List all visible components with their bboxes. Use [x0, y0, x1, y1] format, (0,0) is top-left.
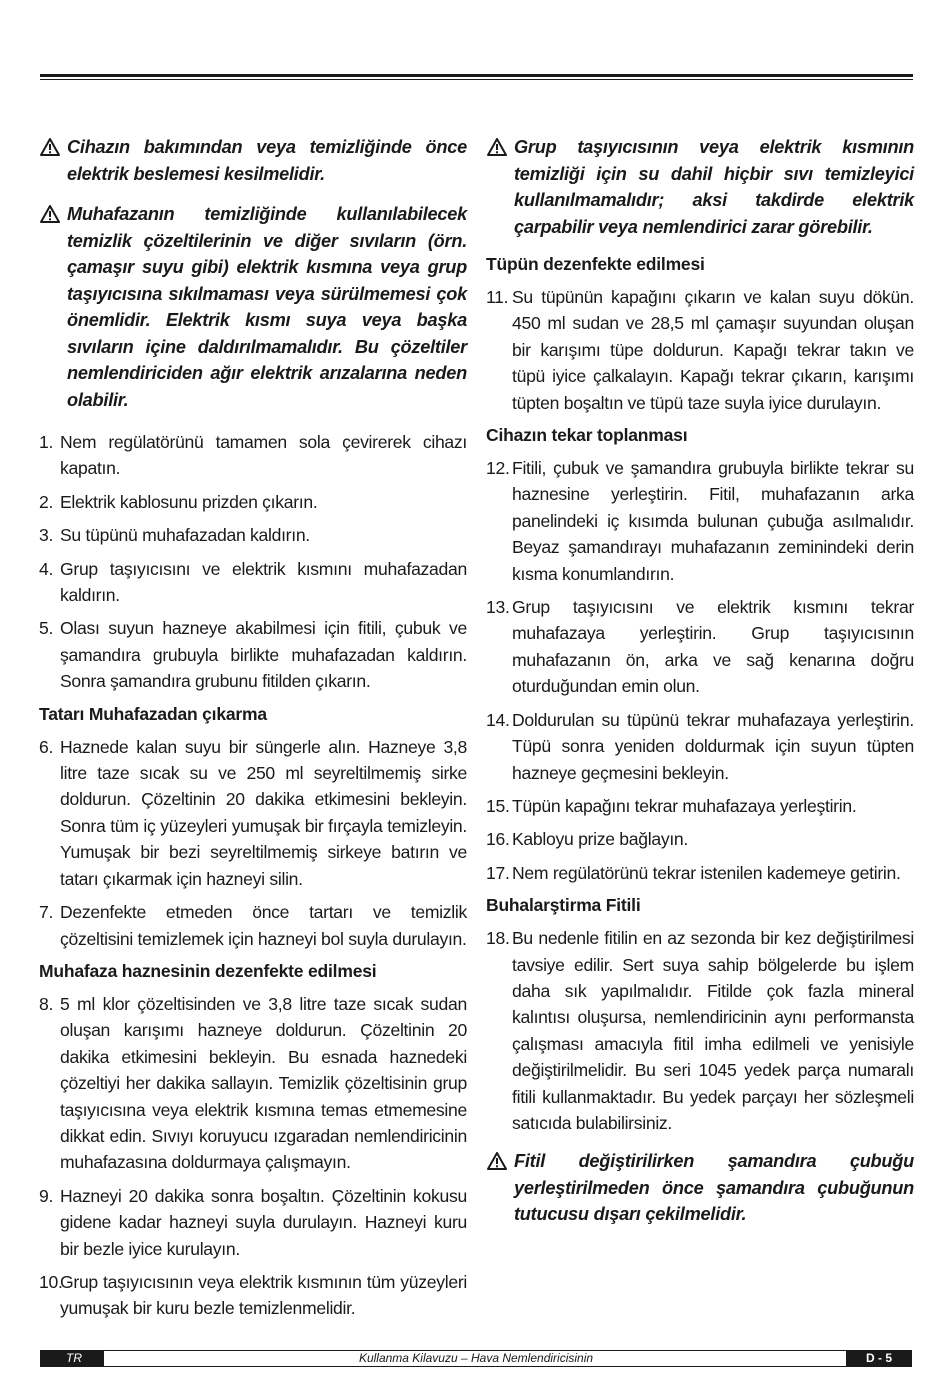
- item-text: Doldurulan su tüpünü tekrar muhafazaya yerleştirin. Tüpü sonra yeniden doldurmak için suyun tüpten hazneye geçmesini bekleyin.: [512, 709, 914, 783]
- list-item: [39, 615, 467, 694]
- item-text: Grup taşıyıcısının veya elektrik kısmının tüm yüzeyleri yumuşak bir kuru bezle temizlenmelidir.: [60, 1271, 467, 1319]
- item-number: 2.: [39, 491, 54, 512]
- list-item: [39, 1269, 467, 1322]
- list-item: [486, 826, 914, 852]
- item-text: Elektrik kablosunu prizden çıkarın.: [60, 491, 318, 512]
- item-text: 5 ml klor çözeltisinden ve 3,8 litre taze sıcak sudan oluşan karışımı hazneye doldurun. Çözeltinin 20 dakika etkimesini bekleyin. Bu esnada haznedeki çözeltiyi her dakika sallayın. Temizlik çözeltisinin grup taşıyıcısına veya elektrik kısmına temas etmemesine dikkat edin. Sıvıyı koruyucu ızgaradan nemlendiricinin muhafazasına doldurmaya çalışmayın.: [60, 993, 467, 1173]
- footer-title-wrap: [40, 1350, 912, 1367]
- left-column: [39, 134, 467, 1329]
- list-item: [39, 734, 467, 892]
- item-text: Grup taşıyıcısını ve elektrik kısmını tekrar muhafazaya yerleştirin. Grup taşıyıcısının muhafazanın ön, arka ve sağ kenarına doğru oturduğundan emin olun.: [512, 597, 914, 697]
- item-number: 1.: [39, 432, 54, 452]
- warning-triangle-icon: [487, 138, 507, 156]
- page-number: D - 5: [846, 1350, 912, 1367]
- section-heading: Cihazın tekar toplanması: [486, 425, 688, 446]
- section-heading: Tatarı Muhafazadan çıkarma: [39, 703, 267, 724]
- item-text: Su tüpünün kapağını çıkarın ve kalan suyu dökün. 450 ml sudan ve 28,5 ml çamaşır suyundan oluşan bir karışımı tüpe doldurun. Kapağı tekrar takın ve tüpü iyice çalkalayın. Kapağı tekrar çıkarın, karışımı tüpten boşaltın ve tüpü taze suyla iyice durulayın.: [512, 287, 914, 413]
- item-text: Grup taşıyıcısını ve elektrik kısmını muhafazadan kaldırın.: [60, 558, 467, 606]
- list-item: [39, 1183, 467, 1262]
- item-number: 4.: [39, 558, 54, 579]
- header-rule-thin: [40, 79, 913, 80]
- warning-text: Grup taşıyıcısının veya elektrik kısmının temizliği için su dahil hiçbir sıvı temizleyici kullanılmamalıdır; aksi takdirde elektrik çarpabilir veya nemlendirici zarar görebilir.: [514, 137, 914, 237]
- list-item: [486, 594, 914, 700]
- list-item: [39, 899, 467, 952]
- item-number: 9.: [39, 1185, 54, 1206]
- item-text: Dezenfekte etmeden önce tartarı ve temizlik çözeltisini temizlemek için hazneyi bol suyla durulayın.: [60, 902, 467, 949]
- list-item: [486, 284, 914, 416]
- list-item: [39, 429, 467, 482]
- page-footer: [40, 1350, 912, 1367]
- warning-text: Muhafazanın temizliğinde kullanılabilecek temizlik çözeltilerinin ve diğer sıvıların (örn. çamaşır suyu gibi) elektrik kısmına veya grup taşıyıcısına sıkılmaması veya sürülmemesi çok önemlidir. Elektrik kısmı suya veya başka sıvıların içine daldırılmamalıdır. Bu çözeltiler nemlendiriciden ağır elektrik arızalarına neden olabilir.: [67, 204, 467, 410]
- right-column: [486, 134, 914, 1242]
- list-item: [486, 455, 914, 587]
- item-text: Olası suyun hazneye akabilmesi için fitili, çubuk ve şamandıra grubuyla birlikte muhafazadan kaldırın. Sonra şamandıra grubunu fitilden çıkarın.: [60, 618, 467, 692]
- section-heading: Tüpün dezenfekte edilmesi: [486, 254, 705, 274]
- warning-triangle-icon: [40, 138, 60, 156]
- warning-block: [39, 134, 467, 187]
- item-text: Fitili, çubuk ve şamandıra grubuyla birlikte tekrar su haznesine yerleştirin. Fitil, muhafazanın arka panelindeki iç kısımda bulunan çubuğa asılmalıdır. Beyaz şamandırayı muhafazanın zeminindeki derin kısma konumlandırın.: [512, 458, 914, 584]
- section-heading: Muhafaza haznesinin dezenfekte edilmesi: [39, 960, 377, 981]
- item-number: 14.: [486, 709, 510, 730]
- warning-block: [486, 134, 914, 240]
- item-number: 16.: [486, 829, 510, 850]
- item-number: 18.: [486, 928, 510, 949]
- footer-language: TR: [40, 1350, 104, 1367]
- item-number: 10.: [39, 1271, 63, 1292]
- item-number: 13.: [486, 597, 510, 618]
- item-number: 3.: [39, 525, 54, 546]
- list-item: [39, 522, 467, 548]
- list-item: [486, 793, 914, 819]
- header-rule: [40, 74, 913, 77]
- warning-text: Fitil değiştirilirken şamandıra çubuğu yerleştirilmeden önce şamandıra çubuğunun tutucusu dışarı çekilmelidir.: [514, 1151, 914, 1225]
- warning-triangle-icon: [40, 205, 60, 223]
- list-item: [486, 707, 914, 786]
- item-text: Haznede kalan suyu bir süngerle alın. Hazneye 3,8 litre taze sıcak su ve 250 ml seyreltilmemiş sirke doldurun. Çözeltinin 20 dakika etkimesini bekleyin. Sonra tüm iç yüzeyleri yumuşak bir fırçayla temizleyin. Yumuşak bir bezi seyreltilmemiş sirkeye batırın ve tatarı çıkarmak için hazneyi silin.: [60, 736, 467, 889]
- item-number: 11.: [486, 287, 509, 307]
- item-text: Kabloyu prize bağlayın.: [512, 829, 688, 850]
- list-item: [39, 556, 467, 609]
- item-text: Bu nedenle fitilin en az sezonda bir kez değiştirilmesi tavsiye edilir. Sert suya sahip bölgelerde bu işlem daha sık yapılmalıdır. Fitilde çok fazla mineral kalıntısı oluşursa, nemlendiricinin aynı performansta çalışması amacıyla fitil imha edilmeli ve yenisiyle değiştirilmelidir. Bu seri 1045 yedek parça numaralı fitili kullanmaktadır. Bu yedek parçayı her sözleşmeli satıcıda bulabilirsiniz.: [512, 928, 914, 1133]
- item-number: 12.: [486, 458, 510, 479]
- item-text: Nem regülatörünü tekrar istenilen kademeye getirin.: [512, 862, 901, 883]
- warning-block: [39, 201, 467, 413]
- item-text: Tüpün kapağını tekrar muhafazaya yerleştirin.: [512, 795, 857, 816]
- list-item: [486, 925, 914, 1136]
- item-number: 7.: [39, 902, 54, 923]
- item-number: 17.: [486, 862, 510, 883]
- item-text: Hazneyi 20 dakika sonra boşaltın. Çözeltinin kokusu gidene kadar hazneyi suyla durulayın. Hazneyi kuru bir bezle iyice kurulayın.: [60, 1185, 467, 1259]
- item-text: Nem regülatörünü tamamen sola çevirerek cihazı kapatın.: [60, 432, 467, 479]
- list-item: [39, 489, 467, 515]
- item-number: 8.: [39, 993, 54, 1014]
- item-number: 15.: [486, 795, 510, 816]
- list-item: [486, 860, 914, 886]
- list-item: [39, 991, 467, 1176]
- footer-title: Kullanma Kilavuzu – Hava Nemlendiricisinin: [353, 1351, 599, 1365]
- warning-triangle-icon: [487, 1152, 507, 1170]
- warning-block: [486, 1148, 914, 1228]
- warning-text: Cihazın bakımından veya temizliğinde önce elektrik beslemesi kesilmelidir.: [67, 137, 467, 184]
- section-heading: Buhalarştirma Fitili: [486, 895, 641, 916]
- item-text: Su tüpünü muhafazadan kaldırın.: [60, 525, 310, 546]
- item-number: 6.: [39, 736, 54, 757]
- item-number: 5.: [39, 618, 54, 639]
